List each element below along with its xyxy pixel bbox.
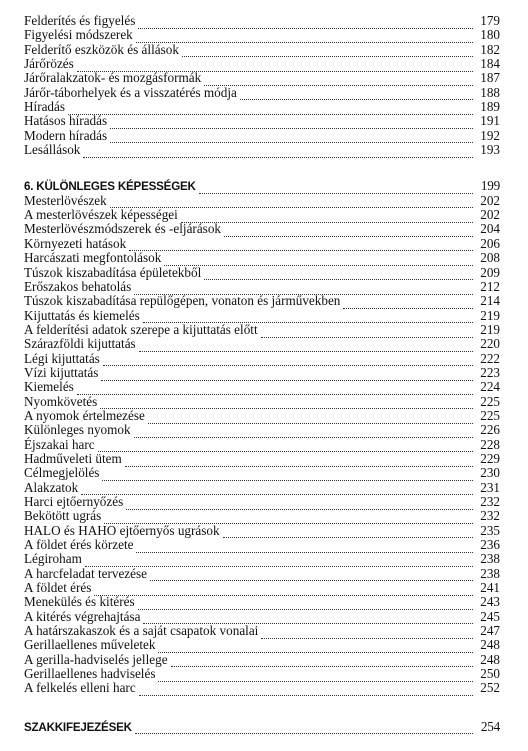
toc-entry-page-number: 245 — [480, 608, 500, 624]
toc-entry[interactable] — [24, 495, 500, 509]
dot-leader — [150, 570, 473, 581]
dot-leader — [138, 599, 473, 610]
dot-leader — [104, 513, 473, 524]
toc-entry-title: Bekötött ugrás — [24, 508, 102, 524]
toc-entry-title: Kiemelés — [24, 379, 74, 395]
toc-entry-title: A kitérés végrehajtása — [24, 608, 141, 624]
toc-entry[interactable] — [24, 143, 500, 157]
toc-entry[interactable] — [24, 309, 500, 323]
toc-entry-title: Éjszakai harc — [24, 436, 95, 452]
toc-entry-page-number: 214 — [480, 293, 500, 309]
dot-leader — [261, 628, 473, 639]
toc-entry-page-number: 238 — [480, 565, 500, 581]
toc-entry-page-number: 225 — [480, 407, 500, 423]
toc-entry-page-number: 247 — [480, 623, 500, 639]
toc-entry-title: A felkelés elleni harc — [24, 680, 136, 696]
toc-entry[interactable] — [24, 610, 500, 624]
toc-entry-title: Környezeti hatások — [24, 235, 127, 251]
chapter-page-number: 199 — [480, 178, 500, 194]
glossary-page-number: 254 — [480, 718, 500, 734]
toc-entry[interactable] — [24, 266, 500, 280]
dot-leader — [110, 197, 473, 208]
toc-entry-title: Légiroham — [24, 551, 82, 567]
dot-leader — [102, 470, 473, 481]
toc-entry-page-number: 243 — [480, 594, 500, 610]
dot-leader — [83, 147, 473, 158]
toc-entry-title: Túszok kiszabadítása repülőgépen, vonaton és járművekben — [24, 293, 341, 309]
toc-entry[interactable] — [24, 581, 500, 595]
toc-entry-title: Célmegjelölés — [24, 465, 100, 481]
toc-entry[interactable] — [24, 222, 500, 236]
dot-leader — [171, 656, 473, 667]
toc-entry-page-number: 202 — [480, 207, 500, 223]
toc-entry-page-number: 179 — [480, 13, 500, 28]
toc-entry-page-number: 236 — [480, 537, 500, 553]
toc-entry[interactable] — [24, 653, 500, 667]
dot-leader — [223, 527, 473, 538]
toc-entry-title: Hatásos híradás — [24, 113, 108, 129]
toc-entry-page-number: 182 — [480, 41, 500, 57]
dot-leader — [143, 312, 473, 323]
toc-entry-title: Felderítő eszközök és állások — [24, 41, 179, 57]
toc-entry[interactable] — [24, 43, 500, 57]
toc-entry-title: Híradás — [24, 99, 66, 115]
toc-entry[interactable] — [24, 194, 500, 208]
dot-leader — [139, 341, 473, 352]
toc-entry[interactable] — [24, 323, 500, 337]
toc-entry-title: Nyomkövetés — [24, 393, 98, 409]
dot-leader — [110, 132, 473, 143]
dot-leader — [204, 75, 473, 86]
toc-entry[interactable] — [24, 466, 500, 480]
dot-leader — [100, 398, 473, 409]
dot-leader — [182, 46, 473, 57]
toc-entry-page-number: 208 — [480, 250, 500, 266]
toc-entry-title: Különleges nyomok — [24, 422, 131, 438]
toc-entry[interactable] — [24, 438, 500, 452]
dot-leader — [148, 413, 473, 424]
toc-entry-page-number: 191 — [480, 113, 500, 129]
toc-entry-page-number: 187 — [480, 70, 500, 86]
toc-entry-title: Kijuttatás és kiemelés — [24, 307, 140, 323]
toc-entry-page-number: 189 — [480, 99, 500, 115]
toc-entry-page-number: 250 — [480, 666, 500, 682]
toc-entry-page-number: 202 — [480, 192, 500, 208]
dot-leader — [204, 269, 473, 280]
toc-entry-title: Figyelési módszerek — [24, 27, 133, 43]
toc-entry-title: Hadműveleti ütem — [24, 450, 122, 466]
dot-leader — [199, 183, 473, 194]
toc-entry[interactable] — [24, 409, 500, 423]
toc-entry-page-number: 209 — [480, 264, 500, 280]
toc-entry[interactable] — [24, 624, 500, 638]
dot-leader — [164, 255, 473, 266]
toc-entry-page-number: 230 — [480, 465, 500, 481]
toc-entry-title: Túszok kiszabadítása épületekből — [24, 264, 202, 280]
toc-entry-title: Modern híradás — [24, 127, 108, 143]
dot-leader — [134, 427, 473, 438]
toc-entry-page-number: 232 — [480, 494, 500, 509]
toc-entry[interactable] — [24, 237, 500, 251]
toc-entry[interactable] — [24, 524, 500, 538]
toc-entry-title: Alakzatok — [24, 479, 79, 495]
dot-leader — [126, 499, 473, 510]
toc-entry-title: Menekülés és kitérés — [24, 594, 135, 610]
toc-entry-title: A földet érés körzete — [24, 537, 134, 553]
toc-entry[interactable] — [24, 294, 500, 308]
dot-leader — [134, 284, 473, 295]
dot-leader — [98, 441, 473, 452]
dot-leader — [103, 355, 473, 366]
toc-entry-page-number: 220 — [480, 336, 500, 352]
toc-entry-page-number: 248 — [480, 637, 500, 653]
toc-entry-page-number: 228 — [480, 436, 500, 452]
toc-entry-title: Erőszakos behatolás — [24, 278, 132, 294]
dot-leader — [181, 212, 473, 223]
dot-leader — [138, 18, 473, 29]
dot-leader — [135, 723, 473, 734]
dot-leader — [77, 384, 473, 395]
toc-entry[interactable] — [24, 28, 500, 42]
toc-entry[interactable] — [24, 114, 500, 128]
toc-entry-page-number: 206 — [480, 235, 500, 251]
section-spacer — [24, 157, 500, 179]
toc-entry-title: A harcfeladat tervezése — [24, 565, 148, 581]
toc-entry-page-number: 224 — [480, 379, 500, 395]
toc-entry[interactable] — [24, 638, 500, 652]
toc-entry-title: A határszakaszok és a saját csapatok vonalai — [24, 623, 259, 639]
toc-section-chapter6 — [24, 194, 500, 696]
toc-entry[interactable] — [24, 280, 500, 294]
toc-entry[interactable] — [24, 366, 500, 380]
toc-entry-page-number: 248 — [480, 651, 500, 667]
toc-entry-title: Lesállások — [24, 142, 81, 158]
toc-entry[interactable] — [24, 380, 500, 394]
toc-entry-title: Gerillaellenes műveletek — [24, 637, 156, 653]
toc-entry-title: A gerilla-hadviselés jellege — [24, 651, 168, 667]
toc-entry-title: A földet érés — [24, 580, 92, 596]
dot-leader — [125, 456, 473, 467]
toc-entry-page-number: 238 — [480, 551, 500, 567]
toc-entry[interactable] — [24, 681, 500, 695]
toc-entry-page-number: 219 — [480, 321, 500, 337]
toc-entry-page-number: 204 — [480, 221, 500, 237]
dot-leader — [261, 327, 473, 338]
dot-leader — [136, 32, 473, 43]
toc-entry[interactable] — [24, 552, 500, 566]
toc-entry[interactable] — [24, 100, 500, 114]
dot-leader — [101, 370, 473, 381]
dot-leader — [81, 484, 473, 495]
chapter-title: 6. KÜLÖNLEGES KÉPESSÉGEK — [24, 180, 196, 194]
toc-entry[interactable] — [24, 14, 500, 28]
dot-leader — [77, 61, 473, 72]
dot-leader — [343, 298, 473, 309]
toc-entry-page-number: 188 — [480, 84, 500, 100]
toc-entry-title: Járőralakzatok- és mozgásformák — [24, 70, 202, 86]
toc-entry-page-number: 229 — [480, 450, 500, 466]
dot-leader — [129, 240, 473, 251]
toc-entry-page-number: 193 — [480, 142, 500, 158]
toc-entry-page-number: 192 — [480, 127, 500, 143]
dot-leader — [143, 613, 473, 624]
toc-entry-title: Gerillaellenes hadviselés — [24, 666, 156, 682]
toc-entry-title: Járőr-táborhelyek és a visszatérés módja — [24, 84, 237, 100]
toc-entry-page-number: 252 — [480, 680, 500, 696]
section-spacer — [24, 696, 500, 720]
toc-entry[interactable] — [24, 538, 500, 552]
toc-entry-page-number: 232 — [480, 508, 500, 524]
toc-entry-title: Mesterlövészmódszerek és -eljárások — [24, 221, 222, 237]
toc-entry-title: Harci ejtőernyőzés — [24, 494, 124, 509]
toc-entry[interactable] — [24, 86, 500, 100]
toc-entry-page-number: 219 — [480, 307, 500, 323]
dot-leader — [110, 118, 473, 129]
toc-entry-page-number: 222 — [480, 350, 500, 366]
table-of-contents — [24, 14, 500, 734]
dot-leader — [136, 542, 473, 553]
dot-leader — [158, 671, 473, 682]
dot-leader — [139, 685, 473, 696]
toc-entry-title: A nyomok értelmezése — [24, 407, 145, 423]
dot-leader — [68, 104, 473, 115]
toc-entry[interactable] — [24, 423, 500, 437]
toc-entry-page-number: 241 — [480, 580, 500, 596]
dot-leader — [224, 226, 473, 237]
toc-entry[interactable] — [24, 129, 500, 143]
toc-entry[interactable] — [24, 251, 500, 265]
toc-entry[interactable] — [24, 71, 500, 85]
glossary-title: SZAKKIFEJEZÉSEK — [24, 720, 132, 734]
toc-entry-title: Szárazföldi kijuttatás — [24, 336, 136, 352]
toc-entry-title: Harcászati megfontolások — [24, 250, 162, 266]
toc-entry[interactable] — [24, 481, 500, 495]
toc-section-continued — [24, 14, 500, 157]
toc-entry-title: A felderítési adatok szerepe a kijuttatás előtt — [24, 321, 258, 337]
toc-entry[interactable] — [24, 567, 500, 581]
toc-entry[interactable] — [24, 395, 500, 409]
toc-entry-page-number: 180 — [480, 27, 500, 43]
toc-entry-page-number: 231 — [480, 479, 500, 495]
toc-entry-page-number: 212 — [480, 278, 500, 294]
toc-entry[interactable] — [24, 509, 500, 523]
toc-entry-title: HALO és HAHO ejtőernyős ugrások — [24, 522, 220, 538]
toc-entry-page-number: 225 — [480, 393, 500, 409]
toc-entry[interactable] — [24, 595, 500, 609]
toc-entry-page-number: 223 — [480, 364, 500, 380]
toc-entry[interactable] — [24, 337, 500, 351]
toc-entry-title: Légi kijuttatás — [24, 350, 100, 366]
glossary-heading[interactable] — [24, 720, 500, 734]
toc-entry-page-number: 184 — [480, 56, 500, 72]
toc-entry[interactable] — [24, 352, 500, 366]
toc-entry[interactable] — [24, 452, 500, 466]
dot-leader — [94, 585, 473, 596]
toc-entry-page-number: 226 — [480, 422, 500, 438]
toc-entry[interactable] — [24, 208, 500, 222]
toc-entry-title: Mesterlövészek — [24, 192, 107, 208]
dot-leader — [240, 89, 473, 100]
toc-entry[interactable] — [24, 667, 500, 681]
toc-entry-title: Járőrözés — [24, 56, 74, 72]
toc-entry-title: Felderítés és figyelés — [24, 13, 136, 28]
dot-leader — [158, 642, 473, 653]
toc-entry[interactable] — [24, 57, 500, 71]
toc-entry-title: Vízi kijuttatás — [24, 364, 99, 380]
toc-entry-page-number: 235 — [480, 522, 500, 538]
toc-entry-title: A mesterlövészek képességei — [24, 207, 178, 223]
dot-leader — [85, 556, 473, 567]
chapter-heading[interactable] — [24, 179, 500, 193]
